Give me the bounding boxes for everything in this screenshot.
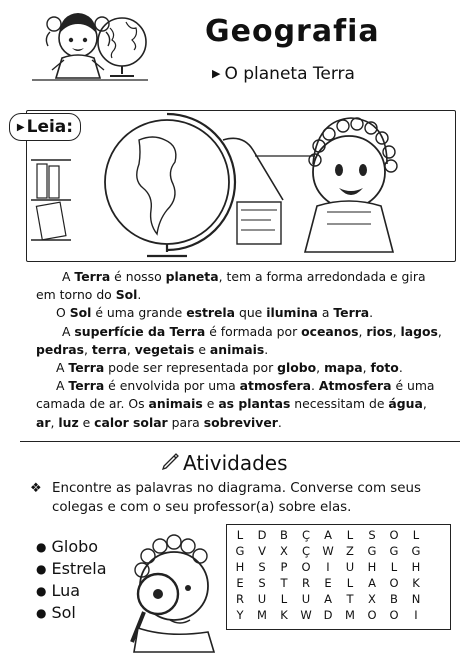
bullet-icon: ● [36, 584, 47, 598]
grid-letter: E [324, 576, 332, 590]
text-run: . [311, 378, 319, 394]
grid-letter: G [367, 544, 377, 558]
grid-row [229, 559, 427, 575]
triangle-bullet-icon: ▶ [212, 67, 221, 80]
text-run: . [264, 341, 269, 357]
grid-row [229, 607, 427, 623]
grid-letter: L [280, 592, 288, 606]
word-list [36, 536, 107, 624]
grid-letter: P [280, 560, 288, 574]
text-run: , [358, 323, 367, 339]
list-item [36, 580, 107, 602]
text-run: . [277, 414, 282, 430]
bold-keyword: mapa [324, 360, 363, 376]
bold-keyword: Atmosfera [318, 378, 392, 394]
reading-paragraph [36, 323, 448, 359]
page-title: Geografia [205, 14, 380, 49]
grid-letter: L [412, 528, 420, 542]
text-run: é envolvida por uma [104, 378, 240, 394]
grid-letter: S [258, 576, 266, 590]
text-run: necessitam de [290, 396, 389, 412]
text-run: e [78, 414, 95, 430]
leia-label: Leia: [26, 117, 74, 137]
bold-keyword: luz [58, 414, 79, 430]
reading-paragraph [36, 377, 448, 432]
grid-letter: T [280, 576, 288, 590]
word-label: Lua [51, 581, 81, 600]
boy-globe-illustration [27, 100, 454, 260]
four-diamond-icon: ❖ [30, 481, 42, 496]
bold-keyword: Terra [74, 269, 111, 284]
text-run: , [84, 341, 92, 357]
activities-heading: Atividades [183, 451, 288, 475]
grid-letter: R [302, 576, 310, 590]
bullet-icon: ● [36, 562, 47, 576]
bold-keyword: as plantas [218, 396, 291, 412]
grid-letter: O [389, 528, 399, 542]
bold-keyword: Sol [115, 287, 138, 303]
grid-letter: Ç [301, 528, 311, 542]
bold-keyword: rios [366, 323, 393, 339]
bullet-icon: ● [36, 540, 47, 554]
grid-letter: Ç [301, 544, 311, 558]
bold-keyword: Terra [68, 360, 105, 376]
grid-letter: L [390, 560, 398, 574]
text-run: A [62, 269, 75, 284]
text-run: , [422, 396, 427, 412]
grid-letter: O [301, 560, 311, 574]
grid-letter: U [301, 592, 311, 606]
list-item [36, 536, 107, 558]
grid-letter: K [280, 608, 288, 622]
activity-instruction [30, 479, 454, 517]
grid-letter: L [346, 576, 354, 590]
text-run: , [392, 323, 401, 339]
grid-letter: S [258, 560, 266, 574]
grid-letter: G [411, 544, 421, 558]
list-item [36, 602, 107, 624]
list-item [36, 558, 107, 580]
text-run: a [317, 305, 334, 321]
subtitle-text: O planeta Terra [224, 64, 355, 84]
boy-magnifier-illustration [118, 528, 224, 653]
grid-letter: B [390, 592, 398, 606]
bold-keyword: Sol [69, 305, 92, 321]
bold-keyword: calor solar [94, 414, 168, 430]
grid-letter: L [236, 528, 244, 542]
bold-keyword: sobreviver [203, 414, 278, 430]
bold-keyword: estrela [186, 305, 236, 321]
reading-paragraph [36, 359, 448, 377]
text-run: O [56, 305, 70, 321]
grid-letter: E [236, 576, 244, 590]
grid-letter: G [235, 544, 245, 558]
text-run: , [362, 360, 371, 376]
bold-keyword: terra [91, 341, 127, 357]
grid-letter: W [300, 608, 312, 622]
reading-paragraph [36, 304, 448, 322]
reading-paragraph [36, 268, 448, 304]
grid-letter: M [345, 608, 355, 622]
grid-letter: B [280, 528, 288, 542]
bold-keyword: animais [148, 396, 203, 412]
text-run: A [62, 323, 75, 339]
bold-keyword: animais [209, 341, 265, 357]
grid-letter: I [414, 608, 418, 622]
grid-letter: Y [236, 608, 244, 622]
word-label: Sol [51, 603, 76, 622]
bold-keyword: atmosfera [239, 378, 312, 394]
bold-keyword: pedras [36, 341, 84, 357]
grid-row [229, 591, 427, 607]
grid-letter: V [258, 544, 266, 558]
grid-letter: Z [346, 544, 354, 558]
bold-keyword: água [388, 396, 423, 412]
word-search-grid [229, 527, 427, 623]
text-run: A [56, 378, 69, 394]
grid-letter: A [324, 592, 332, 606]
grid-letter: H [411, 560, 421, 574]
bold-keyword: oceanos [301, 323, 359, 339]
grid-letter: M [257, 608, 267, 622]
bold-keyword: lagos [400, 323, 438, 339]
text-run: . [398, 360, 403, 376]
bold-keyword: ilumina [266, 305, 318, 321]
text-run: e [202, 396, 219, 412]
bold-keyword: foto [370, 360, 399, 376]
text-run: . [137, 287, 142, 303]
text-run: é uma grande [91, 305, 187, 321]
bold-keyword: Terra [68, 378, 105, 394]
grid-letter: D [323, 608, 333, 622]
bold-keyword: planeta [165, 269, 219, 284]
grid-letter: H [235, 560, 245, 574]
text-run: é nosso [110, 269, 166, 284]
grid-letter: O [367, 608, 377, 622]
bold-keyword: ar [36, 414, 51, 430]
page-subtitle [212, 64, 355, 84]
grid-letter: U [345, 560, 355, 574]
word-label: Estrela [51, 559, 107, 578]
text-run: A [56, 360, 69, 376]
grid-row [229, 543, 427, 559]
instruction-text: Encontre as palavras no diagrama. Converse com seus colegas e com o seu professor(a) sobre elas. [52, 481, 421, 515]
bold-keyword: globo [277, 360, 317, 376]
text-run: . [369, 305, 374, 321]
grid-letter: G [389, 544, 399, 558]
grid-letter: A [368, 576, 376, 590]
grid-row [229, 575, 427, 591]
text-run: , [50, 414, 59, 430]
grid-letter: W [322, 544, 334, 558]
grid-letter: L [346, 528, 354, 542]
grid-letter: I [326, 560, 330, 574]
pencil-icon [160, 450, 182, 472]
bold-keyword: vegetais [134, 341, 195, 357]
grid-letter: O [389, 608, 399, 622]
text-run: é formada por [205, 323, 302, 339]
text-run: , [126, 341, 135, 357]
grid-letter: T [346, 592, 354, 606]
word-label: Globo [51, 537, 99, 556]
text-run: que [235, 305, 267, 321]
grid-letter: S [368, 528, 376, 542]
leia-badge [9, 113, 81, 141]
grid-letter: U [257, 592, 267, 606]
grid-letter: A [324, 528, 332, 542]
text-run: para [167, 414, 204, 430]
text-run: , tem a forma arredondada e gira em torno do [36, 269, 426, 303]
grid-letter: D [257, 528, 267, 542]
triangle-bullet-icon: ▶ [16, 122, 25, 133]
text-run: , [437, 323, 442, 339]
grid-letter: R [236, 592, 244, 606]
text-run: , [316, 360, 325, 376]
grid-letter: N [411, 592, 421, 606]
text-run: e [194, 341, 210, 357]
bold-keyword: superfície da Terra [74, 323, 206, 339]
grid-letter: X [280, 544, 288, 558]
grid-letter: H [367, 560, 377, 574]
grid-letter: K [412, 576, 420, 590]
text-run: pode ser representada por [104, 360, 278, 376]
grid-letter: O [389, 576, 399, 590]
bold-keyword: Terra [333, 305, 370, 321]
bullet-icon: ● [36, 606, 47, 620]
grid-letter: X [368, 592, 376, 606]
section-divider [20, 441, 460, 442]
grid-row [229, 527, 427, 543]
text-run: é uma camada de ar. Os [36, 378, 435, 412]
reading-text [36, 268, 448, 432]
girl-globe-illustration [30, 2, 150, 84]
